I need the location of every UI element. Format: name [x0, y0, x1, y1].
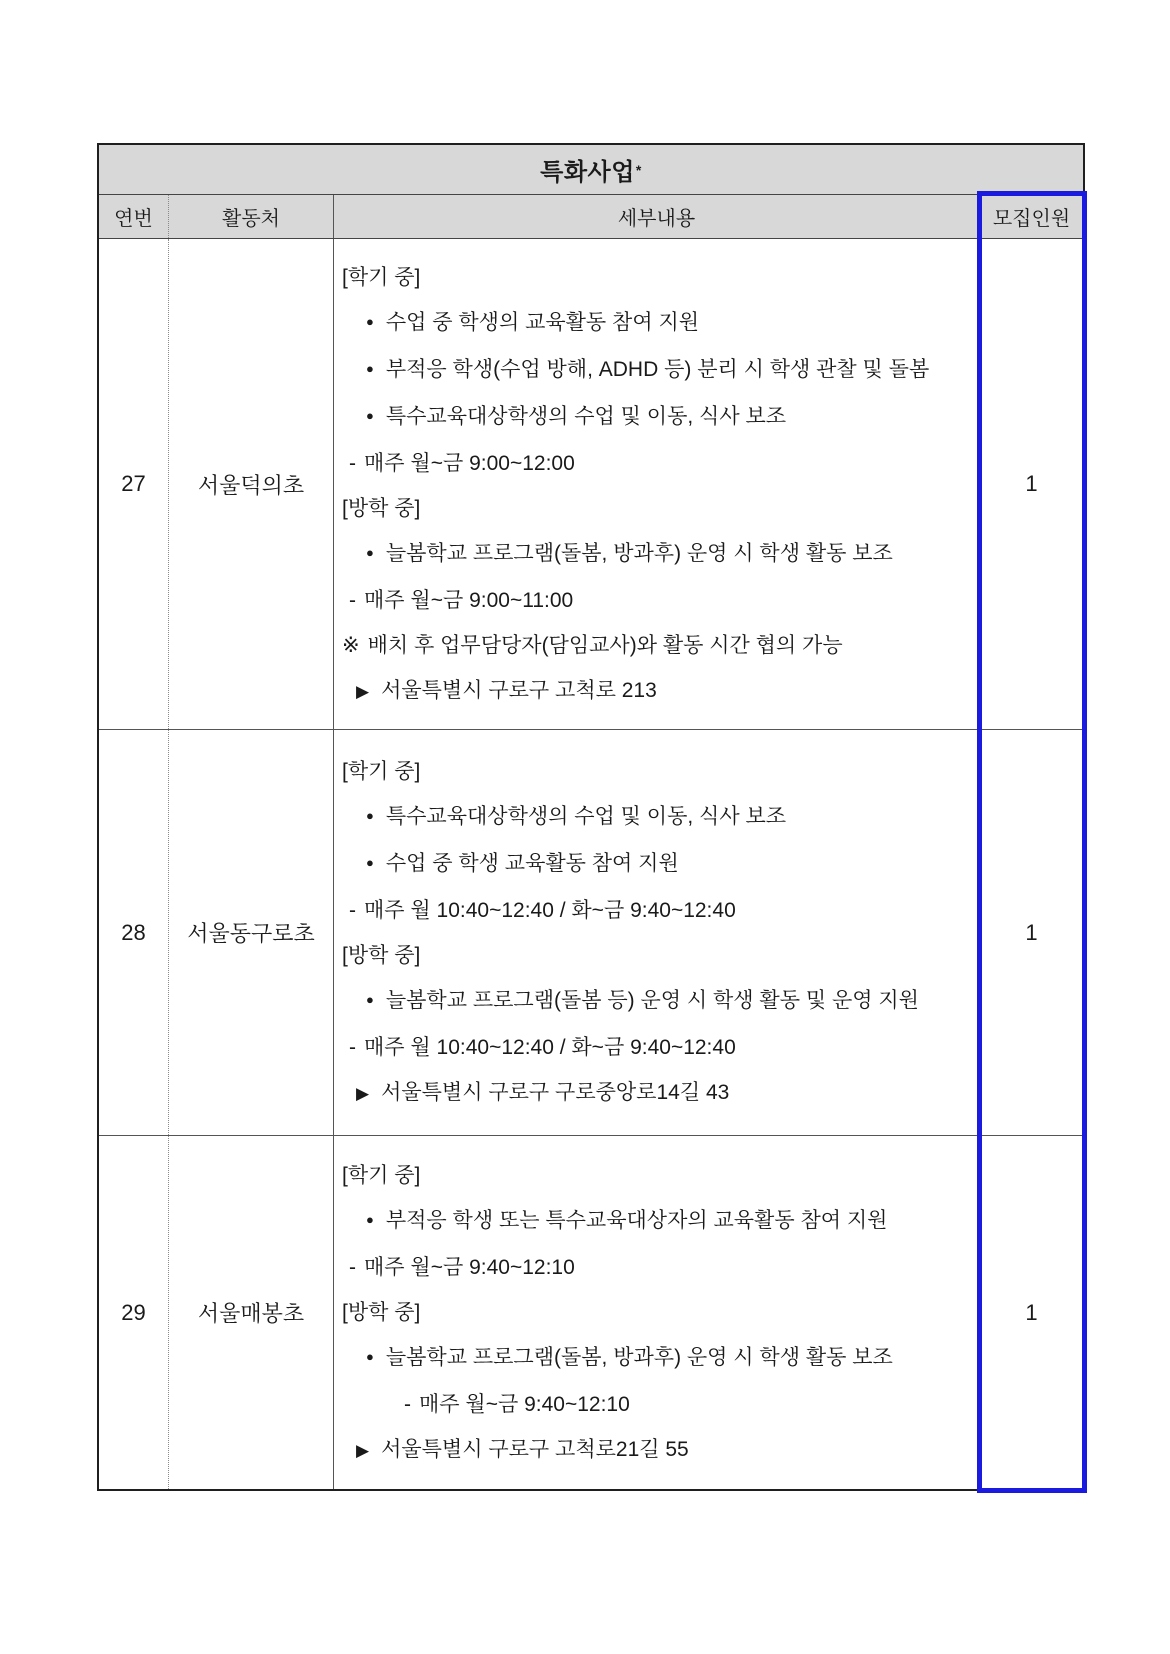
detail-line: [342, 1198, 887, 1245]
detail-line: [342, 1382, 630, 1427]
title-asterisk: *: [635, 161, 642, 178]
detail-line: [342, 794, 786, 841]
reference-mark-icon: ※: [342, 633, 360, 657]
row-details: [334, 1136, 980, 1489]
detail-text: [학기 중]: [342, 1163, 421, 1187]
dash-mark: -: [349, 899, 356, 922]
detail-text: [방학 중]: [342, 1300, 421, 1324]
detail-text: 매주 월~금 9:00~12:00: [364, 451, 575, 475]
bullet-icon: ●: [366, 1211, 374, 1227]
dash-mark: -: [349, 1036, 356, 1059]
detail-text: [학기 중]: [342, 760, 421, 783]
column-header-count: 모집인원: [992, 208, 1071, 230]
row-place: 서울동구로초: [169, 730, 334, 1135]
detail-line: [342, 300, 699, 347]
detail-text: 매주 월 10:40~12:40 / 화~금 9:40~12:40: [364, 1036, 736, 1059]
detail-line: [342, 978, 919, 1025]
table-row: [99, 239, 1083, 729]
detail-text: 부적응 학생(수업 방해, ADHD 등) 분리 시 학생 관찰 및 돌봄: [385, 357, 930, 381]
row-number: 27: [99, 239, 169, 729]
location-arrow-icon: ▶: [356, 1084, 370, 1103]
detail-line: [342, 531, 893, 578]
row-details: [334, 730, 980, 1135]
row-count: 1: [1025, 1299, 1038, 1325]
detail-text: 매주 월 10:40~12:40 / 화~금 9:40~12:40: [364, 899, 736, 922]
table-header-row: [99, 195, 1083, 239]
dash-mark: -: [349, 451, 356, 475]
detail-text: 부적응 학생 또는 특수교육대상자의 교육활동 참여 지원: [385, 1208, 888, 1232]
dash-mark: -: [349, 588, 356, 612]
bullet-icon: ●: [366, 808, 374, 823]
detail-text: [방학 중]: [342, 496, 421, 520]
detail-line: [342, 347, 929, 394]
location-arrow-icon: ▶: [356, 681, 370, 701]
detail-line: [342, 1335, 893, 1382]
detail-line: [342, 933, 420, 978]
detail-line: [342, 623, 843, 668]
detail-text: 매주 월~금 9:40~12:10: [419, 1392, 630, 1416]
detail-text: [학기 중]: [342, 265, 421, 289]
table-body: [99, 239, 1083, 1489]
row-place: 서울매봉초: [169, 1136, 334, 1489]
detail-line: [342, 578, 573, 623]
detail-text: 서울특별시 구로구 고척로 213: [381, 678, 657, 702]
detail-line: [342, 1070, 729, 1116]
table-row: [99, 1135, 1083, 1489]
row-place: 서울덕의초: [169, 239, 334, 729]
location-arrow-icon: ▶: [356, 1440, 370, 1460]
detail-text: [방학 중]: [342, 944, 421, 967]
bullet-icon: ●: [366, 313, 374, 329]
detail-line: [342, 749, 420, 794]
detail-text: 서울특별시 구로구 구로중앙로14길 43: [381, 1081, 730, 1104]
detail-text: 수업 중 학생 교육활동 참여 지원: [385, 852, 679, 875]
detail-line: [342, 1025, 736, 1070]
detail-text: 수업 중 학생의 교육활동 참여 지원: [385, 310, 700, 334]
detail-text: 특수교육대상학생의 수업 및 이동, 식사 보조: [385, 805, 787, 828]
bullet-icon: ●: [366, 992, 374, 1007]
row-number: 28: [99, 730, 169, 1135]
detail-text: 늘봄학교 프로그램(돌봄 등) 운영 시 학생 활동 및 운영 지원: [385, 989, 919, 1012]
detail-text: 배치 후 업무담당자(담임교사)와 활동 시간 협의 가능: [367, 633, 843, 657]
row-count: 1: [1025, 919, 1038, 945]
row-number: 29: [99, 1136, 169, 1489]
detail-line: [342, 1290, 420, 1335]
detail-text: 늘봄학교 프로그램(돌봄, 방과후) 운영 시 학생 활동 보조: [385, 1345, 893, 1369]
detail-line: [342, 841, 679, 888]
detail-text: 서울특별시 구로구 고척로21길 55: [381, 1437, 689, 1461]
bullet-icon: ●: [366, 855, 374, 870]
program-table: [97, 143, 1085, 1491]
detail-text: 늘봄학교 프로그램(돌봄, 방과후) 운영 시 학생 활동 보조: [385, 541, 893, 565]
row-details: [334, 239, 980, 729]
detail-line: [342, 394, 786, 441]
detail-text: 매주 월~금 9:40~12:10: [364, 1255, 575, 1279]
detail-text: 특수교육대상학생의 수업 및 이동, 식사 보조: [385, 404, 787, 428]
detail-line: [342, 1245, 575, 1290]
column-header-no: 연번: [99, 195, 169, 238]
table-title-row: [99, 145, 1083, 195]
detail-line: [342, 486, 420, 531]
dash-mark: -: [404, 1392, 411, 1416]
dash-mark: -: [349, 1255, 356, 1279]
row-count: 1: [1025, 471, 1038, 496]
detail-line: [342, 255, 420, 300]
detail-line: [342, 441, 575, 486]
table-title: 특화사업: [540, 159, 635, 186]
bullet-icon: ●: [366, 544, 374, 560]
table-row: [99, 729, 1083, 1135]
bullet-icon: ●: [366, 360, 374, 376]
bullet-icon: ●: [366, 1348, 374, 1364]
detail-text: 매주 월~금 9:00~11:00: [364, 588, 574, 612]
detail-line: [342, 1427, 689, 1473]
detail-line: [342, 888, 736, 933]
column-header-details: 세부내용: [334, 195, 980, 238]
detail-line: [342, 1153, 420, 1198]
column-header-place: 활동처: [169, 195, 334, 238]
detail-line: [342, 668, 657, 714]
bullet-icon: ●: [366, 407, 374, 423]
